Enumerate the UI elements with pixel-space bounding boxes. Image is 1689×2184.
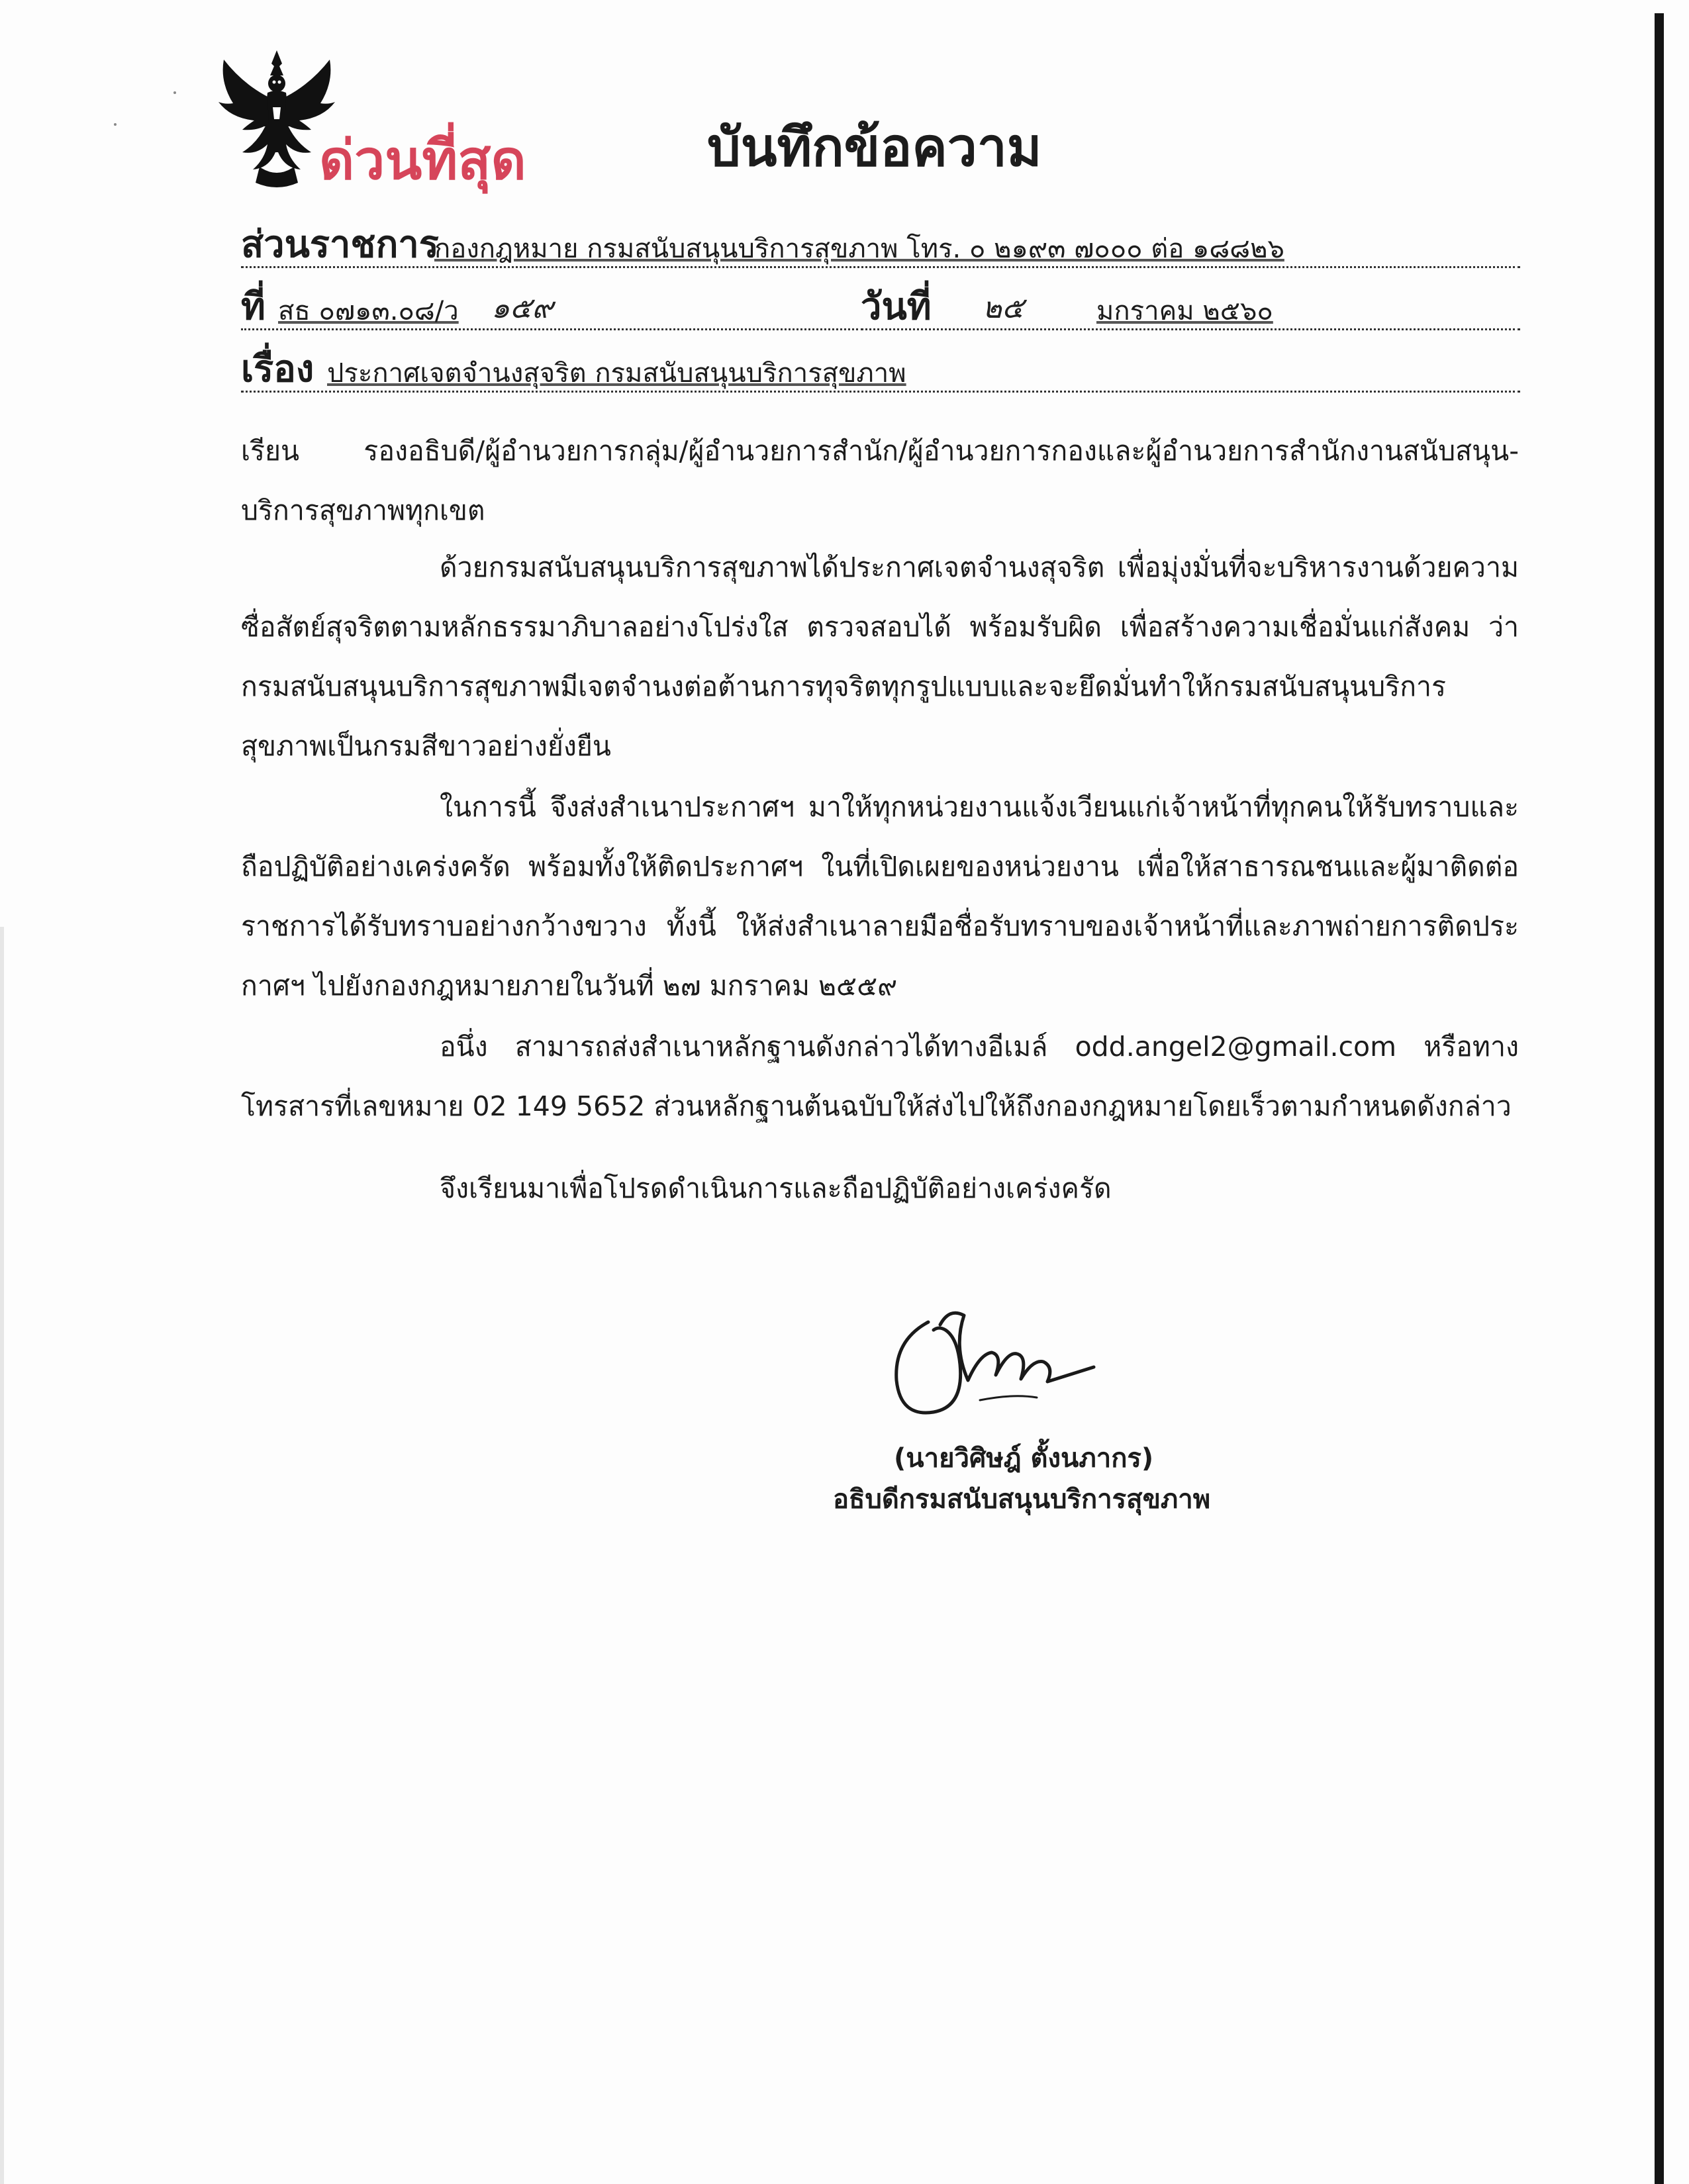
reference-row	[241, 281, 858, 330]
handwritten-signature	[881, 1301, 1106, 1433]
paragraph-2: ในการนี้ จึงส่งสำเนาประกาศฯ มาให้ทุกหน่วยงานแจ้งเวียนแก่เจ้าหน้าที่ทุกคนให้รับทราบและถือปฏิบัติอย่างเคร่งครัด พร้อมทั้งให้ติดประกาศฯ ในที่เปิดเผยของหน่วยงาน เพื่อให้สาธารณชนและผู้มาติดต่อราชการได้รับทราบอย่างกว้างขวาง ทั้งนี้ ให้ส่งสำเนาลายมือชื่อรับทราบของเจ้าหน้าที่และภาพถ่ายการติดประกาศฯ ไปยังกองกฎหมายภายในวันที่ ๒๗ มกราคม ๒๕๕๙	[241, 791, 1519, 1002]
date-value: มกราคม ๒๕๖๐	[1096, 296, 1273, 326]
scan-speck	[114, 123, 117, 126]
reference-handwritten-number: ๑๕๙	[491, 291, 554, 325]
date-row	[861, 281, 1520, 330]
closing-line: จึงเรียนมาเพื่อโปรดดำเนินการและถือปฏิบัติอย่างเคร่งครัด	[440, 1172, 1112, 1204]
signer-position: อธิบดีกรมสนับสนุนบริการสุขภาพ	[833, 1484, 1211, 1515]
signer-name: (นายวิศิษฎ์ ตั้งนภากร)	[894, 1443, 1154, 1474]
scan-speck	[173, 91, 176, 94]
page-title: บันทึกข้อความ	[707, 117, 1042, 178]
date-handwritten-day: ๒๕	[983, 291, 1024, 325]
subject-row	[241, 343, 1520, 393]
salutation: เรียน รองอธิบดี/ผู้อำนวยการกลุ่ม/ผู้อำนวยการสำนัก/ผู้อำนวยการกองและผู้อำนวยการสำนักงานสนับสนุน-บริการสุขภาพทุกเขต	[241, 435, 1519, 526]
subject-label: เรื่อง	[241, 348, 314, 391]
scan-border-right	[1655, 13, 1664, 2184]
agency-value: กองกฎหมาย กรมสนับสนุนบริการสุขภาพ โทร. ๐ ๒๑๙๓ ๗๐๐๐ ต่อ ๑๘๘๒๖	[434, 234, 1284, 264]
scan-border-left	[0, 927, 4, 2184]
date-label: วันที่	[861, 285, 932, 328]
paragraph-3: อนึ่ง สามารถส่งสำเนาหลักฐานดังกล่าวได้ทางอีเมล์ odd.angel2@gmail.com หรือทางโทรสารที่เลขหมาย 02 149 5652 ส่วนหลักฐานต้นฉบับให้ส่งไปให้ถึงกองกฎหมายโดยเร็วตามกำหนดดังกล่าว	[241, 1031, 1519, 1122]
urgency-stamp: ด่วนที่สุด	[319, 129, 526, 192]
paragraph-1: ด้วยกรมสนับสนุนบริการสุขภาพได้ประกาศเจตจำนงสุจริต เพื่อมุ่งมั่นที่จะบริหารงานด้วยความซื่อสัตย์สุจริตตามหลักธรรมาภิบาลอย่างโปร่งใส ตรวจสอบได้ พร้อมรับผิด เพื่อสร้างความเชื่อมั่นแก่สังคม ว่า กรมสนับสนุนบริการสุขภาพมีเจตจำนงต่อต้านการทุจริตทุกรูปแบบและจะยึดมั่นทำให้กรมสนับสนุนบริการสุขภาพเป็นกรมสีขาวอย่างยั่งยืน	[241, 551, 1519, 762]
subject-value: ประกาศเจตจำนงสุจริต กรมสนับสนุนบริการสุขภาพ	[327, 358, 906, 389]
reference-value: สธ ๐๗๑๓.๐๘/ว	[278, 296, 459, 326]
agency-row	[241, 218, 1520, 268]
reference-label: ที่	[241, 285, 265, 328]
agency-label: ส่วนราชการ	[241, 223, 439, 266]
